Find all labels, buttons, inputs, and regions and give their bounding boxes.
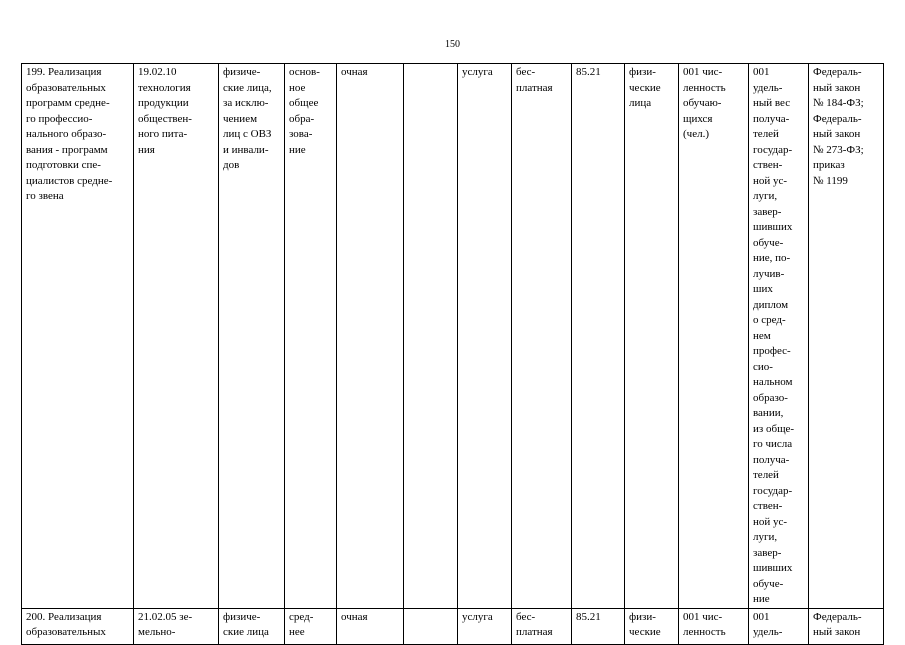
cell-line: диплом: [753, 298, 789, 311]
cell-line: ный закон: [813, 128, 861, 140]
table-cell: [809, 608, 884, 644]
cell-line: удель-: [753, 81, 783, 94]
cell-line: технология: [138, 81, 191, 94]
table-cell: [625, 608, 679, 644]
cell-line: ного пита-: [138, 128, 188, 140]
cell-line: ленность: [683, 81, 726, 94]
cell-line: программ средне-: [26, 97, 110, 109]
cell-line: лица: [629, 97, 652, 109]
cell-line: и инвали-: [223, 143, 269, 156]
cell-line: 85.21: [576, 610, 601, 623]
cell-line: (чел.): [683, 128, 709, 140]
cell-line: 199. Реализация: [26, 66, 102, 78]
page-number: 150: [445, 39, 460, 50]
cell-line: обществен-: [138, 112, 192, 125]
cell-line: ческие: [629, 81, 661, 94]
cell-line: платная: [516, 81, 553, 94]
cell-line: нее: [289, 626, 305, 638]
cell-line: телей: [753, 128, 779, 140]
cell-line: образовательных: [26, 626, 106, 638]
cell-line: № 184-ФЗ;: [813, 97, 864, 109]
cell-line: ческие: [629, 626, 661, 638]
cell-line: физи-: [629, 66, 656, 78]
cell-line: Федераль-: [813, 112, 862, 125]
cell-line: удель-: [753, 626, 783, 638]
table-cell: [22, 64, 134, 609]
cell-line: циалистов средне-: [26, 174, 113, 187]
cell-line: получа-: [753, 453, 790, 466]
cell-line: обуче-: [753, 236, 784, 249]
cell-line: № 273-ФЗ;: [813, 143, 864, 156]
cell-line: за исклю-: [223, 97, 269, 109]
cell-line: вании,: [753, 407, 784, 419]
cell-line: получа-: [753, 112, 790, 125]
cell-line: ной ус-: [753, 174, 788, 187]
cell-line: 001: [753, 610, 770, 623]
table-cell: [512, 608, 572, 644]
cell-line: обра-: [289, 112, 315, 125]
table-cell: [337, 64, 404, 609]
cell-line: приказ: [813, 159, 845, 171]
cell-line: нем: [753, 329, 771, 342]
cell-line: телей: [753, 469, 779, 481]
cell-line: нального образо-: [26, 128, 107, 140]
table-cell: [572, 64, 625, 609]
cell-line: ствен-: [753, 159, 783, 171]
cell-line: основ-: [289, 66, 320, 78]
cell-line: ние: [289, 143, 306, 156]
cell-line: 21.02.05 зе-: [138, 610, 193, 623]
cell-line: ленность: [683, 626, 726, 638]
cell-line: профес-: [753, 345, 791, 357]
cell-line: общее: [289, 97, 319, 109]
cell-line: лучив-: [753, 267, 785, 280]
table-cell: [458, 64, 512, 609]
table-cell: [219, 608, 285, 644]
cell-line: луги,: [753, 190, 778, 202]
cell-line: го звена: [26, 190, 64, 202]
services-table: [21, 63, 884, 645]
table-cell: [512, 64, 572, 609]
cell-line: ствен-: [753, 500, 783, 512]
cell-line: дов: [223, 159, 240, 171]
table-cell: [219, 64, 285, 609]
cell-line: шивших: [753, 562, 793, 574]
cell-line: платная: [516, 626, 553, 638]
table-cell: [285, 64, 337, 609]
cell-line: щихся: [683, 112, 713, 125]
cell-line: шивших: [753, 221, 793, 233]
table-row: [22, 608, 884, 644]
cell-line: 001: [753, 66, 770, 78]
cell-line: 200. Реализация: [26, 610, 102, 623]
cell-line: ские лица: [223, 626, 269, 638]
cell-line: ный закон: [813, 626, 861, 638]
table-cell: [458, 608, 512, 644]
cell-line: бес-: [516, 610, 536, 623]
table-cell: [285, 608, 337, 644]
table-cell: [749, 608, 809, 644]
cell-line: о сред-: [753, 314, 786, 326]
table-cell: [134, 64, 219, 609]
cell-line: завер-: [753, 546, 782, 559]
table-cell: [749, 64, 809, 609]
cell-line: физи-: [629, 610, 656, 623]
cell-line: Федераль-: [813, 66, 862, 78]
cell-line: физиче-: [223, 610, 261, 623]
cell-line: завер-: [753, 205, 782, 218]
cell-line: услуга: [462, 66, 493, 78]
table-cell: [22, 608, 134, 644]
cell-line: 85.21: [576, 66, 601, 78]
cell-line: го профессио-: [26, 112, 93, 125]
cell-line: луги,: [753, 531, 778, 543]
table-cell: [679, 64, 749, 609]
table-cell: [625, 64, 679, 609]
cell-line: ших: [753, 283, 773, 295]
cell-line: образо-: [753, 391, 788, 404]
cell-line: чением: [223, 112, 258, 125]
cell-line: 19.02.10: [138, 66, 177, 78]
cell-line: бес-: [516, 66, 536, 78]
cell-line: вания - программ: [26, 143, 108, 156]
cell-line: сио-: [753, 360, 773, 373]
table-cell: [679, 608, 749, 644]
cell-line: ния: [138, 143, 155, 156]
cell-line: очная: [341, 66, 368, 78]
cell-line: государ-: [753, 484, 793, 497]
cell-line: го числа: [753, 438, 793, 450]
table-row: [22, 64, 884, 609]
cell-line: сред-: [289, 610, 314, 623]
cell-line: обуче-: [753, 577, 784, 590]
table-cell: [404, 64, 458, 609]
cell-line: мельно-: [138, 626, 176, 638]
table-cell: [809, 64, 884, 609]
cell-line: 001 чис-: [683, 66, 723, 78]
cell-line: государ-: [753, 143, 793, 156]
table-cell: [572, 608, 625, 644]
cell-line: ние: [753, 593, 770, 605]
cell-line: ной ус-: [753, 515, 788, 528]
cell-line: очная: [341, 610, 368, 623]
cell-line: нальном: [753, 376, 793, 388]
table-cell: [337, 608, 404, 644]
cell-line: ние, по-: [753, 252, 791, 264]
cell-line: зова-: [289, 128, 313, 140]
table-cell: [134, 608, 219, 644]
cell-line: лиц с ОВЗ: [223, 128, 272, 140]
cell-line: 001 чис-: [683, 610, 723, 623]
cell-line: подготовки спе-: [26, 159, 101, 171]
cell-line: продукции: [138, 97, 189, 109]
cell-line: из обще-: [753, 422, 795, 435]
cell-line: ный закон: [813, 81, 861, 94]
table-cell: [404, 608, 458, 644]
cell-line: ное: [289, 81, 306, 94]
cell-line: образовательных: [26, 81, 106, 94]
cell-line: ный вес: [753, 97, 791, 109]
cell-line: услуга: [462, 610, 493, 623]
cell-line: физиче-: [223, 66, 261, 78]
cell-line: обучаю-: [683, 97, 722, 109]
cell-line: № 1199: [813, 174, 848, 187]
cell-line: Федераль-: [813, 610, 862, 623]
cell-line: ские лица,: [223, 81, 272, 94]
